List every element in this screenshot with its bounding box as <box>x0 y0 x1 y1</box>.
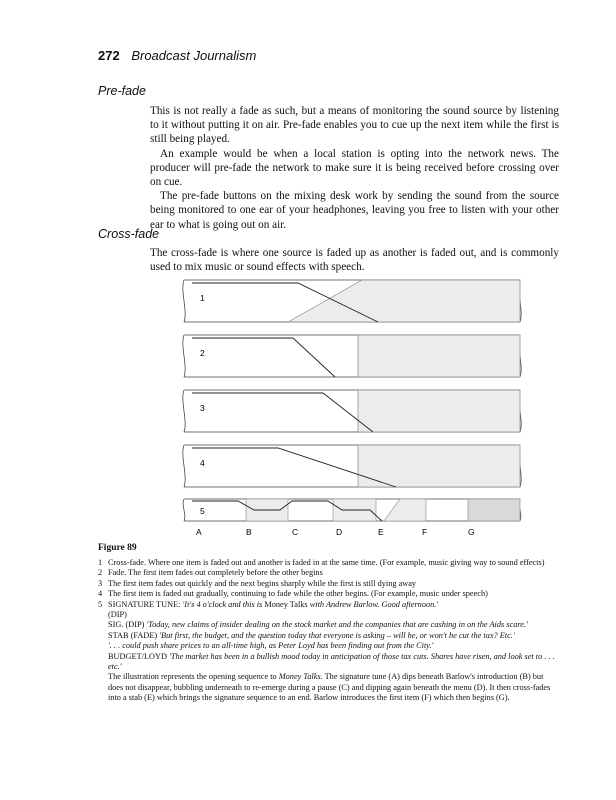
panel-label-4: 4 <box>200 458 205 468</box>
prefade-body <box>150 104 559 232</box>
caption-item: 2 Fade. The first item fades out completely before the other begins <box>98 568 323 578</box>
caption-item: 4 The first item is faded out gradually, continuing to fade while the other begins. (For example, music under speech) <box>98 589 488 599</box>
prefade-heading: Pre-fade <box>98 84 146 98</box>
prefade-paragraph-2: An example would be when a local station is opting into the network news. The producer will pre-fade the network to make sure it is being received before crossing over on cue. <box>150 147 559 189</box>
page-number: 272 <box>98 48 120 63</box>
panel-label-1: 1 <box>200 293 205 303</box>
prefade-paragraph-3: The pre-fade buttons on the mixing desk work by sending the sound from the source being monitored to one ear of your headphones, leaving you free to listen with your other ear to what is going out on air. <box>150 190 559 231</box>
axis-letter-D: D <box>336 527 343 537</box>
crossfade-heading: Cross-fade <box>98 227 160 241</box>
panel-label-3: 3 <box>200 403 205 413</box>
panel-label-5: 5 <box>200 506 205 516</box>
running-title: Broadcast Journalism <box>131 48 257 63</box>
caption-item: 1 Cross-fade. Where one item is faded out and another is faded in at the same time. (For example, music giving way to sound effects) <box>98 558 545 567</box>
script-ellipsis: '. . . could push share prices to an all-time high, as Peter Loyd has been finding out from the City.' <box>108 641 434 651</box>
crossfade-figure <box>178 277 524 539</box>
script-budget: BUDGET/LOYD 'The market has been in a bullish mood today in anticipation of those tax cuts. Shares have risen, and look set to . . . etc.' <box>108 651 555 672</box>
figure-caption <box>98 558 558 704</box>
axis-letter-E: E <box>378 527 384 537</box>
panel-1 <box>183 280 521 322</box>
axis-letter-B: B <box>246 527 252 537</box>
script-sig: SIG. (DIP) 'Today, new claims of insider dealing on the stock market and the companies that are cashing in on the Aids scare.' <box>108 620 528 630</box>
figure-label: Figure 89 <box>98 543 137 553</box>
panel-5 <box>183 499 521 521</box>
caption-item-5: 5 SIGNATURE TUNE: 'It's 4 o'clock and this is Money Talks with Andrew Barlow. Good afternoon.' <box>98 599 439 609</box>
panel-4 <box>183 445 521 487</box>
panel-2 <box>183 335 521 377</box>
axis-letter-G: G <box>468 527 475 537</box>
script-stab: STAB (FADE) 'But first, the budget, and the question today that everyone is asking – will he, or won't he cut the tax? Etc.' <box>108 630 515 640</box>
panel-3 <box>183 390 521 432</box>
axis-letter-F: F <box>422 527 428 537</box>
panel-label-2: 2 <box>200 348 205 358</box>
page-header <box>98 48 256 63</box>
axis-letter-C: C <box>292 527 299 537</box>
illustration-note: The illustration represents the opening sequence to Money Talks. The signature tune (A) dips beneath Barlow's introduction (B) but does not disappear, bubbling underneath to re-emerge during a pause (C) and dipping again beneath the menu (D). It then cross-fades into a stab (E) which brings the signature sequence to an end. Barlow introduces the first item (F) which then begins (G). <box>108 672 551 703</box>
crossfade-paragraph-1: The cross-fade is where one source is faded up as another is faded out, and is commonly used to mix music or sound effects with speech. <box>150 247 559 274</box>
timeline-axis <box>196 527 475 537</box>
prefade-paragraph-1: This is not really a fade as such, but a means of monitoring the sound source by listening to it without putting it on air. Pre-fade enables you to cue up the next item while the first is still being played. <box>150 105 559 146</box>
axis-letter-A: A <box>196 527 202 537</box>
script-dip: (DIP) <box>108 610 127 620</box>
caption-item: 3 The first item fades out quickly and the next begins sharply while the first is still dying away <box>98 578 417 588</box>
